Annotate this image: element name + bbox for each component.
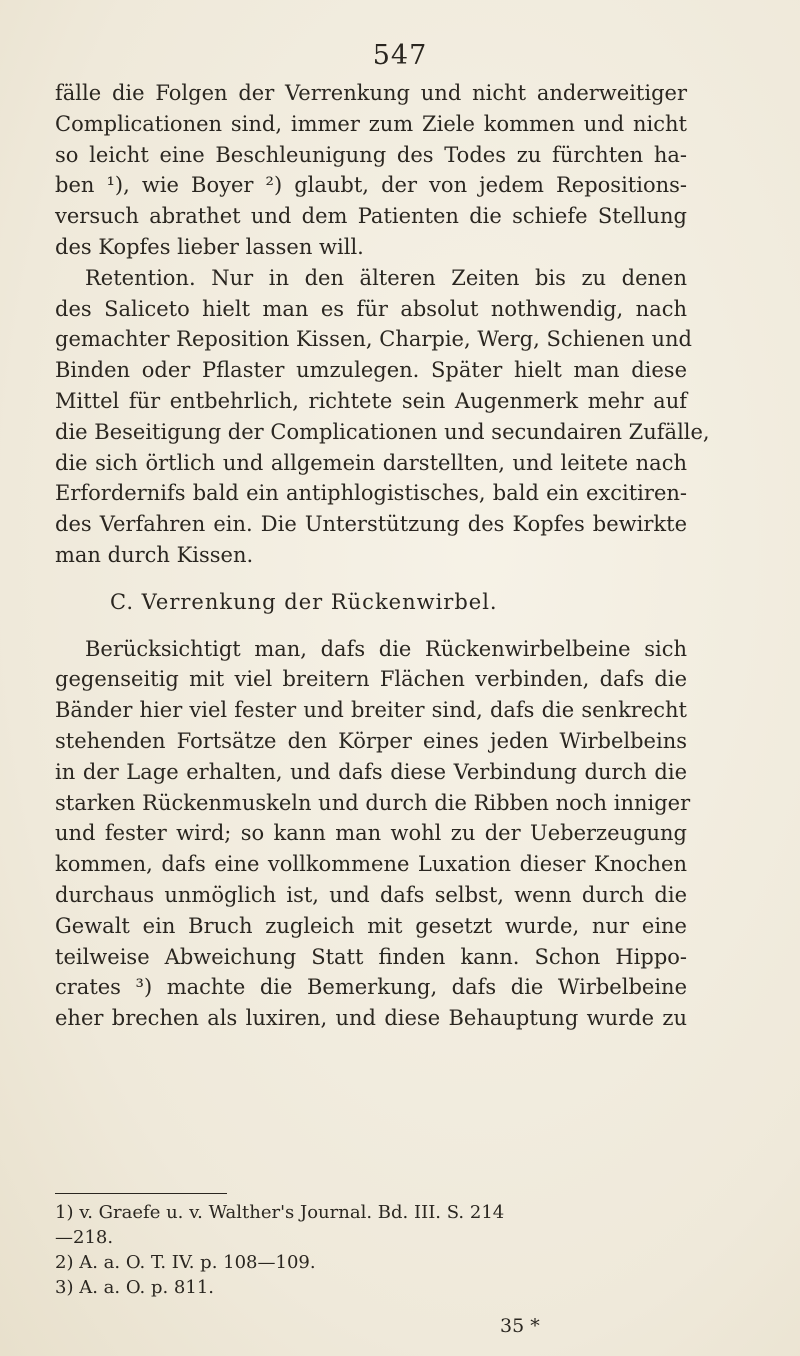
paragraph-1 [55,78,687,263]
text-line: Binden oder Pflaster umzulegen. Später hielt man diese [55,358,687,383]
text-line: des Saliceto hielt man es für absolut nothwendig, nach [55,296,687,321]
text-line: starken Rückenmuskeln und durch die Ribben noch inniger [55,790,691,815]
text-line: eher brechen als luxiren, und diese Behauptung wurde zu [55,1006,687,1031]
text-line: Mittel für entbehrlich, richtete sein Augenmerk mehr auf [55,388,687,413]
signature-mark: 35 * [500,1315,540,1337]
text-line: durchaus unmöglich ist, und dafs selbst, wenn durch die [55,882,687,907]
text-line: Complicationen sind, immer zum Ziele kommen und nicht [55,111,687,136]
paragraph-3 [55,634,691,1034]
text-line: die Beseitigung der Complicationen und secundairen Zufälle, [55,419,710,444]
text-line: in der Lage erhalten, und dafs diese Verbindung durch die [55,759,687,784]
text-line: so leicht eine Beschleunigung des Todes zu fürchten ha- [55,142,687,167]
text-line: kommen, dafs eine vollkommene Luxation dieser Knochen [55,852,687,877]
footnote-1: 1) v. Graefe u. v. Walther's Journal. Bd. III. S. 214 [55,1202,505,1223]
footnote-1-continuation: —218. [55,1227,114,1248]
text-line: gegenseitig mit viel breitern Flächen verbinden, dafs die [55,667,687,692]
text-line: des Verfahren ein. Die Unterstützung des Kopfes bewirkte [55,512,687,537]
footnote-3: 3) A. a. O. p. 811. [55,1277,215,1298]
text-line: Erfordernifs bald ein antiphlogistisches, bald ein excitiren- [55,481,687,506]
footnote-divider [55,1193,227,1194]
text-line: Retention. Nur in den älteren Zeiten bis zu denen [85,265,687,290]
text-line: die sich örtlich und allgemein darstellten, und leitete nach [55,450,687,475]
text-line: ben ¹), wie Boyer ²) glaubt, der von jedem Repositions- [55,173,687,198]
text-line: Gewalt ein Bruch zugleich mit gesetzt wurde, nur eine [55,913,687,938]
page-number: 547 [372,40,428,71]
text-line: versuch abrathet und dem Patienten die schiefe Stellung [55,204,687,229]
text-line: und fester wird; so kann man wohl zu der Ueberzeugung [55,821,687,846]
section-heading: C. Verrenkung der Rückenwirbel. [110,589,498,614]
text-line: fälle die Folgen der Verrenkung und nicht anderweitiger [55,81,687,105]
footnotes [55,1200,687,1300]
text-line: des Kopfes lieber lassen will. [55,234,364,259]
text-line: crates ³) machte die Bemerkung, dafs die Wirbelbeine [55,975,687,1000]
paragraph-2 [55,263,710,571]
text-line: stehenden Fortsätze den Körper eines jeden Wirbelbeins [55,728,687,753]
text-line: teilweise Abweichung Statt finden kann. Schon Hippo- [55,944,687,969]
footnote-2: 2) A. a. O. T. IV. p. 108—109. [55,1252,316,1273]
text-line: man durch Kissen. [55,542,254,567]
text-line: gemachter Reposition Kissen, Charpie, Werg, Schienen und [55,327,692,352]
text-line: Berücksichtigt man, dafs die Rückenwirbelbeine sich [85,636,687,661]
text-line: Bänder hier viel fester und breiter sind, dafs die senkrecht [55,698,687,723]
body-text [55,78,710,1034]
